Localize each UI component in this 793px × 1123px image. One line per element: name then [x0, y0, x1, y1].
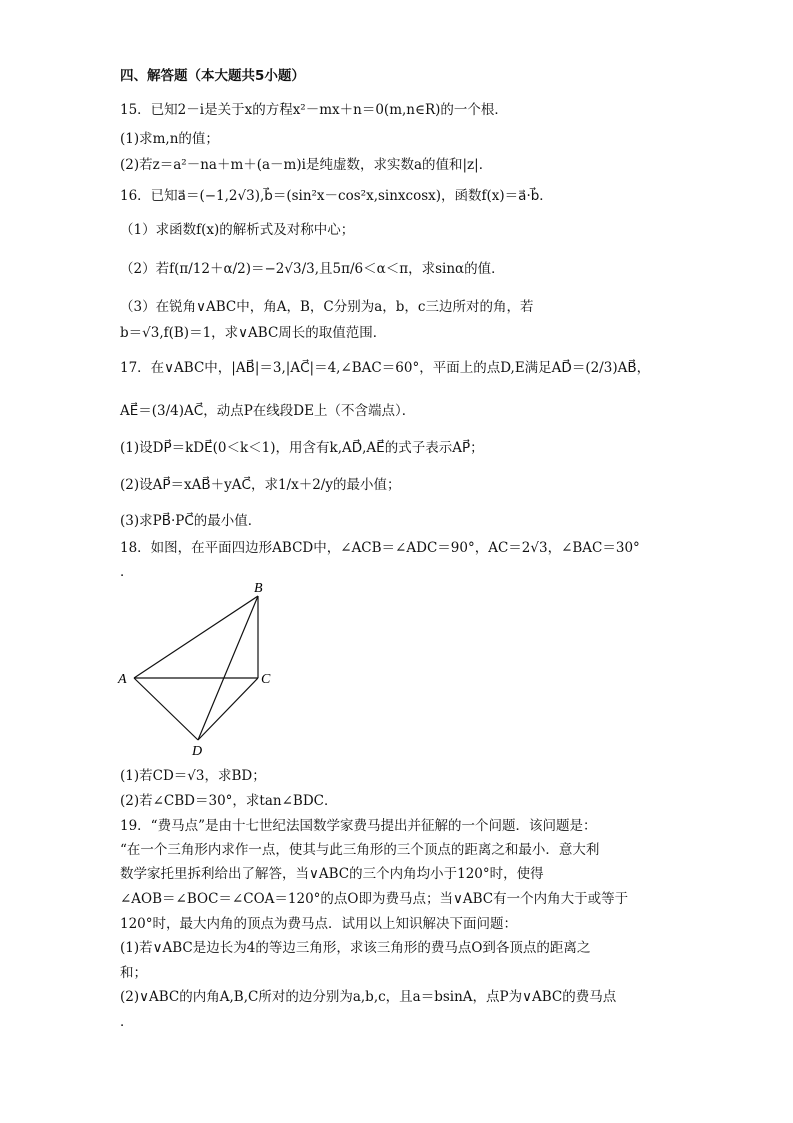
segment-bd — [198, 596, 258, 740]
problem-15-part-2: (2)若z＝a²－na＋m＋(a－m)i是纯虚数，求实数a的值和|z|． — [120, 157, 493, 173]
segment-cd — [198, 678, 258, 740]
segment-ab — [134, 596, 258, 678]
problem-19-stem-2: “在一个三角形内求作一点，使其与此三角形的三个顶点的距离之和最小．意大利 — [120, 842, 600, 858]
problem-19-part-1-cont: 和； — [120, 965, 147, 981]
problem-19-stem-4: ∠AOB＝∠BOC＝∠COA＝120°的点O即为费马点；当∨ABC有一个内角大于或等于 — [120, 891, 629, 907]
label-c: C — [261, 672, 271, 687]
label-a: A — [118, 672, 127, 687]
problem-16-part-3-cont: b＝√3,f(B)＝1，求∨ABC周长的取值范围． — [120, 325, 387, 341]
problem-16-part-1: （1）求函数f(x)的解析式及对称中心； — [120, 222, 355, 238]
label-b: B — [254, 582, 263, 596]
problem-17-part-2: (2)设AP⃗＝xAB⃗＋yAC⃗，求1/x＋2/y的最小值； — [120, 477, 401, 493]
section-title: 四、解答题（本大题共5小题） — [120, 68, 305, 84]
problem-17-stem-cont: AE⃗＝(3/4)AC⃗，动点P在线段DE上（不含端点）． — [120, 403, 416, 419]
problem-18-part-2: (2)若∠CBD＝30°，求tan∠BDC． — [120, 793, 338, 809]
problem-19-part-2: (2)∨ABC的内角A,B,C所对的边分别为a,b,c，且a＝bsinA，点P为∨ABC的费马点 — [120, 989, 617, 1005]
problem-17-part-1: (1)设DP⃗＝kDE⃗(0＜k＜1)，用含有k,AD⃗,AE⃗的式子表示AP⃗； — [120, 440, 484, 456]
problem-19-stem-1: 19．“费马点”是由十七世纪法国数学家费马提出并征解的一个问题．该问题是： — [120, 818, 597, 834]
segment-ad — [134, 678, 198, 740]
problem-18-stem: 18．如图，在平面四边形ABCD中，∠ACB＝∠ADC＝90°，AC＝2√3，∠BAC＝30° — [120, 540, 640, 556]
problem-17-stem: 17．在∨ABC中，|AB⃗|＝3,|AC⃗|＝4,∠BAC＝60°，平面上的点D,E满足AD⃗＝(2/3)AB⃗， — [120, 360, 651, 376]
problem-19-part-1: (1)若∨ABC是边长为4的等边三角形，求该三角形的费马点O到各顶点的距离之 — [120, 940, 591, 956]
problem-16-part-2: （2）若f(π/12＋α/2)＝−2√3/3,且5π/6＜α＜π，求sinα的值． — [120, 261, 505, 277]
problem-16-stem: 16．已知a⃗＝(−1,2√3),b⃗＝(sin²x－cos²x,sinxcosx)，函数f(x)＝a⃗·b⃗． — [120, 188, 553, 204]
problem-16-part-3: （3）在锐角∨ABC中，角A，B，C分别为a，b，c三边所对的角，若 — [120, 299, 534, 315]
problem-19-stem-3: 数学家托里拆利给出了解答，当∨ABC的三个内角均小于120°时，使得 — [120, 866, 544, 882]
problem-18-stem-period: ． — [120, 564, 134, 580]
quadrilateral-figure — [112, 582, 282, 762]
problem-19-stem-5: 120°时，最大内角的顶点为费马点．试用以上知识解决下面问题： — [120, 916, 518, 932]
problem-15-stem: 15．已知2－i是关于x的方程x²－mx＋n＝0(m,n∈R)的一个根． — [120, 102, 508, 118]
problem-17-part-3: (3)求PB⃗·PC⃗的最小值． — [120, 513, 262, 529]
label-d: D — [192, 744, 203, 759]
problem-15-part-1: (1)求m,n的值； — [120, 131, 219, 147]
problem-18-part-1: (1)若CD＝√3，求BD； — [120, 768, 266, 784]
problem-19-part-2-period: ． — [120, 1014, 134, 1030]
